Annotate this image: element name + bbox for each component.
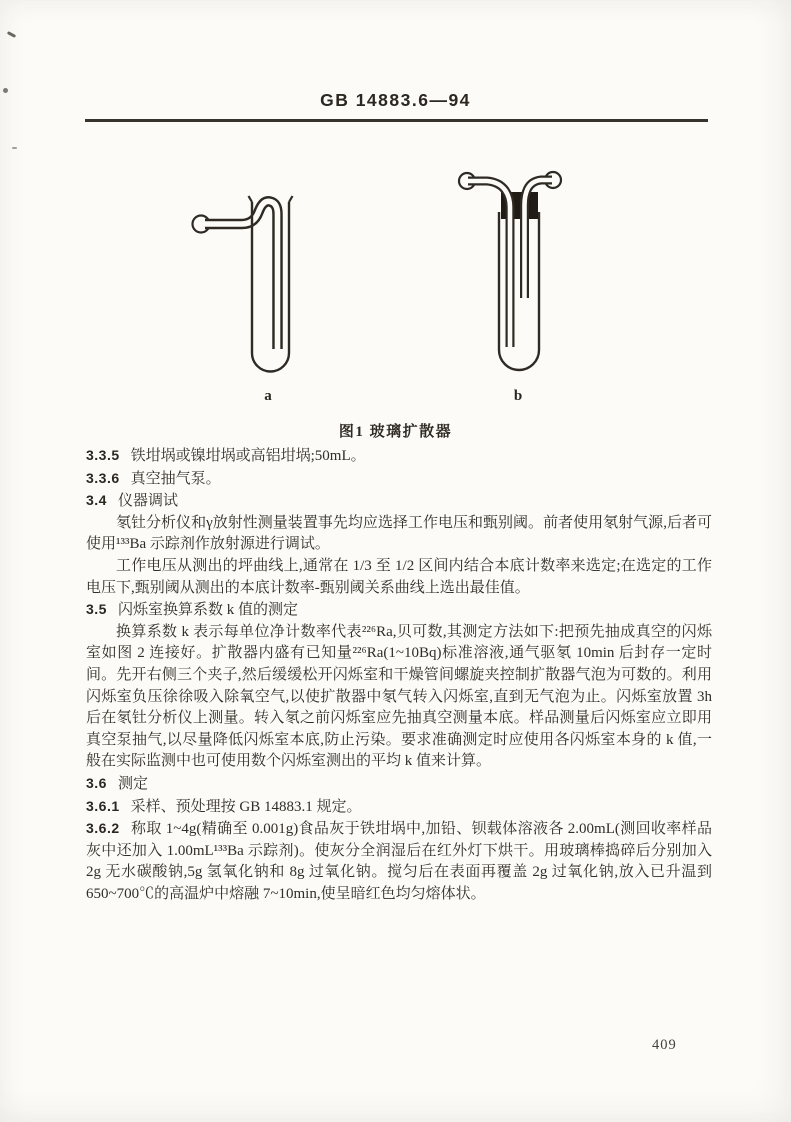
clause-3-5 (86, 599, 712, 622)
standard-number: GB 14883.6—94 (320, 90, 471, 110)
clause-text: 仪器调试 (117, 493, 178, 510)
clause-text: 真空抽气泵。 (130, 470, 221, 487)
header-rule (85, 119, 708, 122)
clause-3-4 (86, 490, 712, 513)
clause-text: 闪烁室换算系数 k 值的测定 (117, 602, 298, 619)
clause-text: 铁坩埚或镍坩埚或高铝坩埚;50mL。 (130, 448, 366, 464)
clause-text: 测定 (117, 775, 148, 792)
clause-number: 3.3.6 (86, 469, 120, 486)
clause-number: 3.5 (86, 601, 107, 618)
page-number: 409 (652, 1037, 677, 1053)
clause-3-6-2 (86, 818, 712, 905)
clause-3-6-1 (86, 796, 712, 819)
figure-label-a: a (264, 388, 272, 404)
apparatus-a-drawing (193, 196, 293, 372)
paragraph: 工作电压从测出的坪曲线上,通常在 1/3 至 1/2 区间内结合本底计数率来选定;在选定的工作电压下,甄别阈从测出的本底计数率-甄别阈关系曲线上选出最佳值。 (86, 557, 712, 596)
paragraph: 换算系数 k 表示每单位净计数率代表²²⁶Ra,贝可数,其测定方法如下:把预先抽成真空的闪烁室如图 2 连接好。扩散器内盛有已知量²²⁶Ra(1~10Bq)标准溶液,通气驱氡 10min 后封存一定时间。先开右侧三个夹子,然后缓缓松开闪烁室和干燥管间螺旋夹控制扩散器气泡为可数的。利用闪烁室负压徐徐吸入除氧空气,以使扩散器中氡气转入闪烁室,直到无气泡为止。闪烁室放置 3h 后在氡钍分析仪上测量。转入氡之前闪烁室应先抽真空测量本底。样品测量后闪烁室应立即用真空泵抽气,以尽量降低闪烁室本底,防止污染。要求准确测定时应使用各闪烁室本身的 k 值,一般在实际监测中也可使用数个闪烁室测出的平均 k 值来计算。 (86, 623, 712, 770)
apparatus-b-drawing (459, 172, 561, 370)
clause-3-6 (86, 773, 712, 796)
document-body (86, 445, 712, 905)
clause-number: 3.6.1 (86, 797, 120, 814)
clause-3-3-6 (86, 468, 712, 491)
clause-number: 3.6.2 (86, 820, 120, 837)
scan-artifact (12, 147, 17, 149)
scan-artifact (7, 31, 16, 38)
clause-number: 3.4 (86, 492, 107, 509)
clause-3-3-5 (86, 445, 712, 468)
figure-label-b: b (513, 388, 523, 404)
clause-number: 3.3.5 (86, 447, 120, 463)
paragraph: 氡钍分析仪和γ放射性测量装置事先均应选择工作电压和甄别阈。前者使用氡射气源,后者可使用¹³³Ba 示踪剂作放射源进行调试。 (86, 514, 712, 553)
clause-text: 称取 1~4g(精确至 0.001g)食品灰于铁坩埚中,加铅、钡载体溶液各 2.00mL(测回收率样品灰中还加入 1.00mL¹³³Ba 示踪剂)。使灰分全润湿后在红外灯下烘干。用玻璃棒捣碎后分别加入 2g 无水碳酸钠,5g 氢氧化钠和 8g 过氧化钠。搅匀后在表面再覆盖 2g 过氧化钠,放入已升温到 650~700℃的高温炉中熔融 7~10min,使呈暗红色均匀熔体状。 (86, 821, 712, 902)
clause-number: 3.6 (86, 774, 107, 791)
clause-text: 采样、预处理按 GB 14883.1 规定。 (130, 798, 362, 815)
figure-caption: 图1 玻璃扩散器 (338, 424, 453, 440)
